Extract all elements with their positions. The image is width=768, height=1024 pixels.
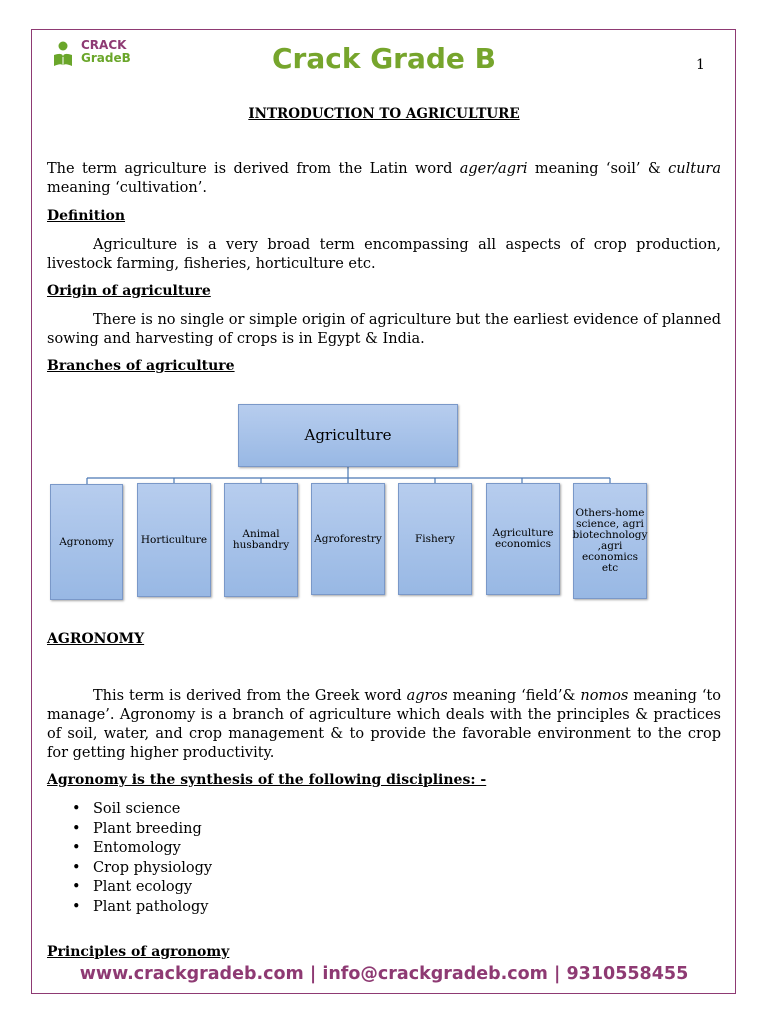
list-item: • Plant ecology [93,878,212,898]
branches-heading: Branches of agriculture [47,358,235,374]
diagram-node-agroforestry: Agroforestry [311,483,385,595]
diagram-node-agronomy: Agronomy [50,484,123,600]
diagram-node-others: Others-home science, agri biotechnology ,agri economics etc [573,483,647,599]
diagram-node-horticulture: Horticulture [137,483,211,597]
list-item: • Crop physiology [93,859,212,879]
list-item: • Entomology [93,839,212,859]
agronomy-term-agros: agros [406,688,448,704]
list-item: • Plant breeding [93,820,212,840]
intro-term-ager: ager/agri [459,161,528,177]
synthesis-heading: Agronomy is the synthesis of the following disciplines: - [47,772,487,788]
definition-text: Agriculture is a very broad term encompassing all aspects of crop production, livestock farming, fisheries, horticulture etc. [47,237,721,272]
disciplines-list [47,800,212,918]
logo-line-1: CRACK [81,38,127,52]
intro-term-cultura: cultura [668,161,721,177]
logo-line-2: GradeB [81,51,131,65]
agronomy-text-2: meaning ‘field’& [447,688,581,704]
document-title: INTRODUCTION TO AGRICULTURE [248,106,520,122]
agronomy-term-nomos: nomos [580,688,629,704]
intro-paragraph [47,160,721,198]
list-item: • Plant pathology [93,898,212,918]
agronomy-paragraph [47,687,721,763]
intro-text-1: The term agriculture is derived from the Latin word [47,161,460,177]
diagram-node-fishery: Fishery [398,483,472,595]
origin-heading: Origin of agriculture [47,283,211,299]
footer-contact: www.crackgradeb.com | info@crackgradeb.com | 9310558455 [79,964,689,984]
list-item: • Soil science [93,800,212,820]
brand-title: Crack Grade B [271,42,497,75]
diagram-node-agriculture-economics: Agriculture economics [486,483,560,595]
page-number: 1 [696,57,705,73]
origin-text: There is no single or simple origin of agriculture but the earliest evidence of planned sowing and harvesting of crops is in Egypt & India. [47,312,721,347]
diagram-root-agriculture: Agriculture [238,404,458,467]
diagram-node-animal-husbandry: Animal husbandry [224,483,298,597]
intro-text-2: meaning ‘soil’ & [527,161,669,177]
agronomy-text-3: meaning ‘to manage’. Agronomy is a branch of agriculture which deals with the principles & practices of soil, water, and crop management & to provide the favorable environment to the crop for getting higher productivity. [47,688,721,761]
principles-heading: Principles of agronomy [47,944,230,960]
intro-text-3: meaning ‘cultivation’. [47,180,207,196]
definition-heading: Definition [47,208,126,224]
agronomy-heading: AGRONOMY [47,631,145,647]
agronomy-text-1: This term is derived from the Greek word [93,688,407,704]
